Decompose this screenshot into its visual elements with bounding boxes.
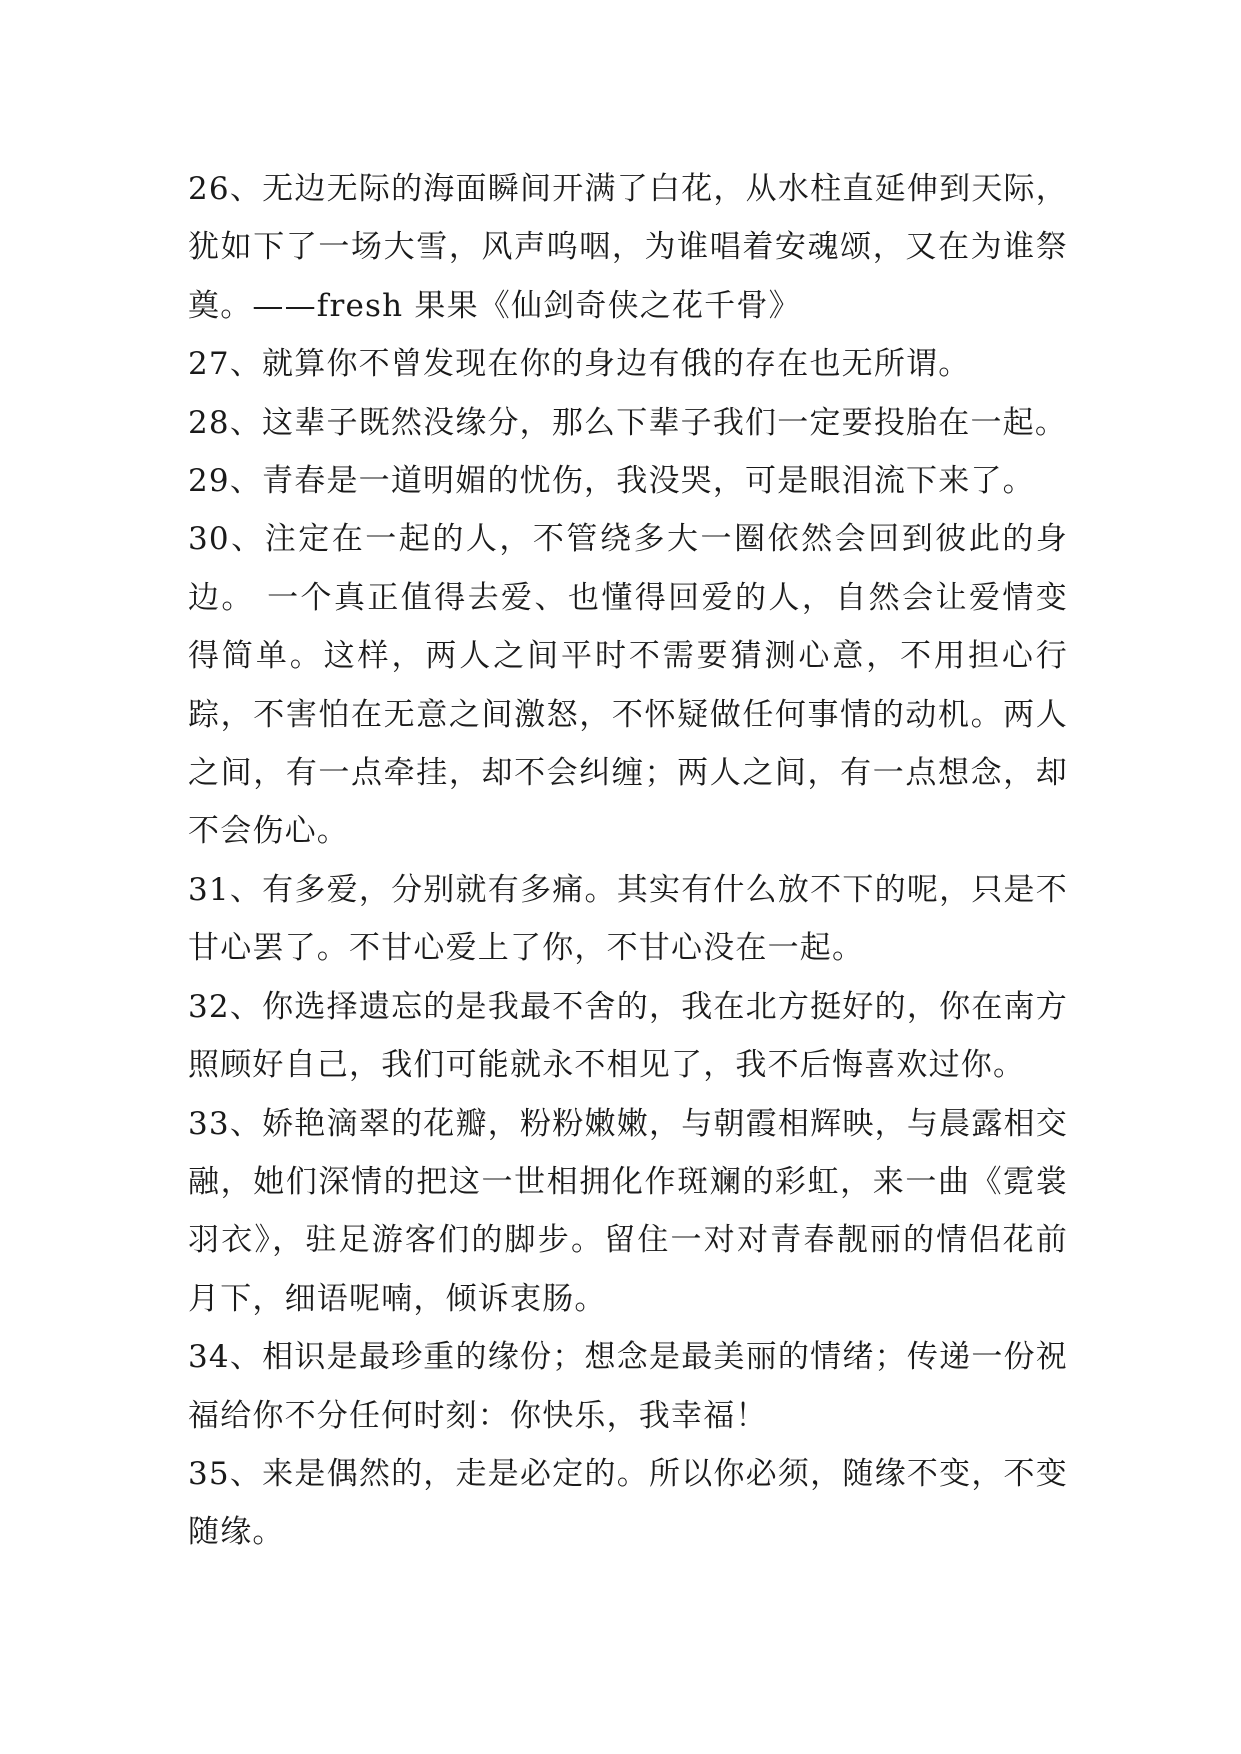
- quote-entry-30: 30、注定在一起的人，不管绕多大一圈依然会回到彼此的身边。 一个真正值得去爱、也懂得回爱的人，自然会让爱情变得简单。这样，两人之间平时不需要猜测心意，不用担心行踪，不害怕在无意之间激怒，不怀疑做任何事情的动机。两人之间，有一点牵挂，却不会纠缠；两人之间，有一点想念，却不会伤心。: [188, 521, 1068, 850]
- quote-entry-35: 35、来是偶然的，走是必定的。所以你必须，随缘不变，不变随缘。: [188, 1455, 1068, 1551]
- quote-entry-29: 29、青春是一道明媚的忧伤，我没哭，可是眼泪流下来了。: [188, 463, 1035, 500]
- quote-entry-28: 28、这辈子既然没缘分，那么下辈子我们一定要投胎在一起。: [188, 404, 1068, 441]
- quote-entry-31: 31、有多爱，分别就有多痛。其实有什么放不下的呢，只是不甘心罢了。不甘心爱上了你，不甘心没在一起。: [188, 871, 1068, 967]
- quote-entry-32: 32、你选择遗忘的是我最不舍的，我在北方挺好的，你在南方照顾好自己，我们可能就永不相见了，我不后悔喜欢过你。: [188, 988, 1068, 1084]
- quote-entry-27: 27、就算你不曾发现在你的身边有俄的存在也无所谓。: [188, 346, 971, 383]
- quote-entry-26: 26、无边无际的海面瞬间开满了白花，从水柱直延伸到天际，犹如下了一场大雪，风声呜咽，为谁唱着安魂颂，又在为谁祭奠。——fresh 果果《仙剑奇侠之花千骨》: [188, 171, 1068, 324]
- quote-entry-34: 34、相识是最珍重的缘份；想念是最美丽的情绪；传递一份祝福给你不分任何时刻：你快乐，我幸福！: [188, 1339, 1068, 1434]
- quote-entry-33: 33、娇艳滴翠的花瓣，粉粉嫩嫩，与朝霞相辉映，与晨露相交融，她们深情的把这一世相拥化作斑斓的彩虹，来一曲《霓裳羽衣》，驻足游客们的脚步。留住一对对青春靓丽的情侣花前月下，细语呢喃，倾诉衷肠。: [188, 1105, 1068, 1317]
- document-body: [188, 160, 1068, 1562]
